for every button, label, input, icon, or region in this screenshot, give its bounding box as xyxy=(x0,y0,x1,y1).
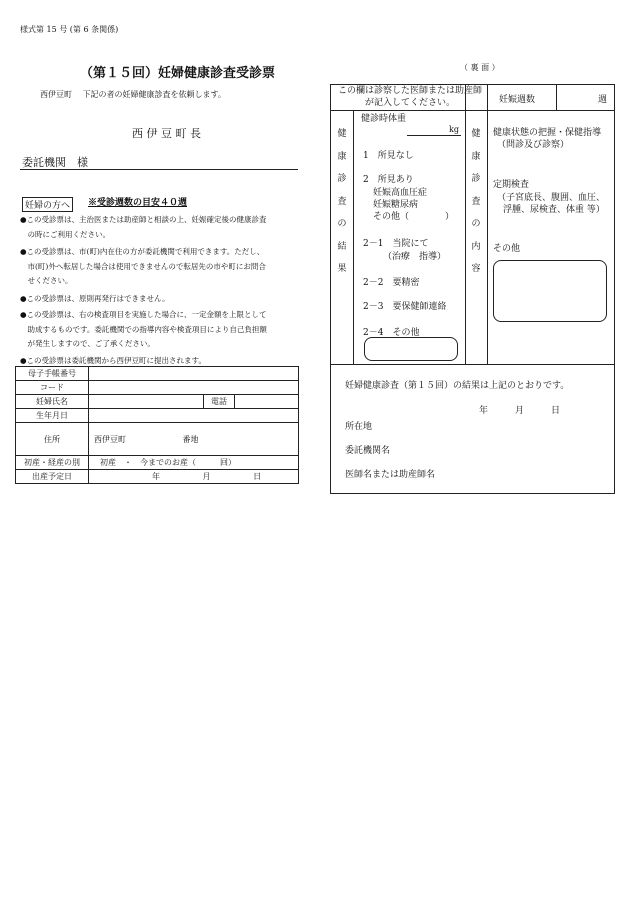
code-label: コード xyxy=(16,381,89,395)
finding-hypertension[interactable]: 妊娠高血圧症 xyxy=(373,188,428,198)
contents-line-2: （問診及び診察） xyxy=(497,140,570,150)
weight-unit: kg xyxy=(449,125,459,134)
weeks-unit: 週 xyxy=(598,95,608,105)
other-contents-field[interactable] xyxy=(493,260,607,322)
phone-label: 電話 xyxy=(204,395,235,409)
footer-location: 所在地 xyxy=(345,422,373,432)
handbook-no-label: 母子手帳番号 xyxy=(16,367,89,381)
result-2-4[interactable]: 2－4 その他 xyxy=(363,328,420,338)
finding-diabetes[interactable]: 妊娠糖尿病 xyxy=(373,200,419,210)
request-line: 西伊豆町 下記の者の妊婦健康診査を依頼します。 xyxy=(40,90,226,99)
weeks-label: 妊娠週数 xyxy=(499,95,536,105)
result-2-3[interactable]: 2－3 要保健師連絡 xyxy=(363,302,447,312)
weeks-note: ※受診週数の目安４０週 xyxy=(88,198,188,208)
due-date-field[interactable]: 年 月 日 xyxy=(89,470,299,484)
back-side-label: （ 裏 面 ） xyxy=(460,63,500,72)
notice-item: ●この受診票は、市(町)内在住の方が委託機関で利用できます。ただし、 市(町)外へ転居した場合は使用できませんので転居先の市や町にお問合 せください。 xyxy=(20,247,266,285)
patient-table xyxy=(15,366,299,484)
parity-label: 初産・経産の別 xyxy=(16,456,89,470)
dob-label: 生年月日 xyxy=(16,409,89,423)
contents-line-4: （子宮底長、腹囲、血圧、 xyxy=(497,193,606,203)
weight-label: 健診時体重 xyxy=(361,114,407,124)
page-title: （第１５回）妊婦健康診査受診票 xyxy=(80,66,276,81)
notice-item: ●この受診票は委託機関から西伊豆町に提出されます。 xyxy=(20,355,206,365)
contents-line-5: 浮腫、尿検査、体重 等） xyxy=(503,205,605,215)
contents-line-3: 定期検査 xyxy=(493,180,530,190)
finding-other[interactable]: その他（ ） xyxy=(373,212,455,222)
address-field[interactable] xyxy=(89,423,299,456)
notice-heading: 妊婦の方へ xyxy=(22,197,73,212)
code-field[interactable] xyxy=(89,381,299,395)
result-2-1[interactable]: 2－1 当院にて xyxy=(363,239,429,249)
due-date-label: 出産予定日 xyxy=(16,470,89,484)
addressee: 委託機関 様 xyxy=(22,156,88,169)
handbook-no-field[interactable] xyxy=(89,367,299,381)
footer-doctor: 医師名または助産師名 xyxy=(345,470,436,480)
address-town: 西伊豆町 xyxy=(94,434,126,444)
footer-date[interactable]: 年 月 日 xyxy=(479,406,561,416)
contents-line-1: 健康状態の把握・保健指導 xyxy=(493,128,602,138)
result-2-1-detail[interactable]: （治療 指導） xyxy=(383,252,447,262)
notice-item: ●この受診票は、主治医または助産師と相談の上、妊娠確定後の健康診査 の時にご利用ください。 xyxy=(20,215,267,239)
finding-present[interactable]: 2 所見あり xyxy=(363,175,414,185)
notice-list xyxy=(20,213,305,368)
parity-field[interactable]: 初産 ・ 今までのお産（ 回） xyxy=(89,456,299,470)
address-label: 住所 xyxy=(16,423,89,456)
result-2-2[interactable]: 2－2 要精密 xyxy=(363,278,420,288)
exam-box xyxy=(330,84,615,494)
addressee-underline xyxy=(20,169,298,170)
other-result-field[interactable] xyxy=(364,337,458,361)
contents-vertical-label: 健 康 診 査 の 内 容 xyxy=(471,129,481,274)
phone-field[interactable] xyxy=(235,395,299,409)
footer-institution: 委託機関名 xyxy=(345,446,391,456)
contents-line-6: その他 xyxy=(493,244,521,254)
notice-item: ●この受診票は、原則再発行はできません。 xyxy=(20,293,170,303)
issuer: 西 伊 豆 町 長 xyxy=(132,127,201,140)
notice-item: ●この受診票は、右の検査項目を実施した場合に、一定金額を上限として 助成するものです。委託機関での指導内容や検査項目により自己負担額 が発生しますので、ご了承ください。 xyxy=(20,310,267,348)
weight-field[interactable] xyxy=(407,135,461,136)
dob-field[interactable] xyxy=(89,409,299,423)
name-label: 妊婦氏名 xyxy=(16,395,89,409)
footer-statement: 妊婦健康診査（第１５回）の結果は上記のとおりです。 xyxy=(345,381,570,391)
finding-none[interactable]: 1 所見なし xyxy=(363,151,414,161)
results-vertical-label: 健 康 診 査 の 結 果 xyxy=(337,129,347,274)
form-number: 様式第 15 号 (第 6 条関係) xyxy=(20,25,119,34)
header-note: この欄は診察した医師または助産師が記入してください。 xyxy=(337,86,482,108)
name-field[interactable] xyxy=(89,395,204,409)
address-banchi: 番地 xyxy=(182,434,199,444)
